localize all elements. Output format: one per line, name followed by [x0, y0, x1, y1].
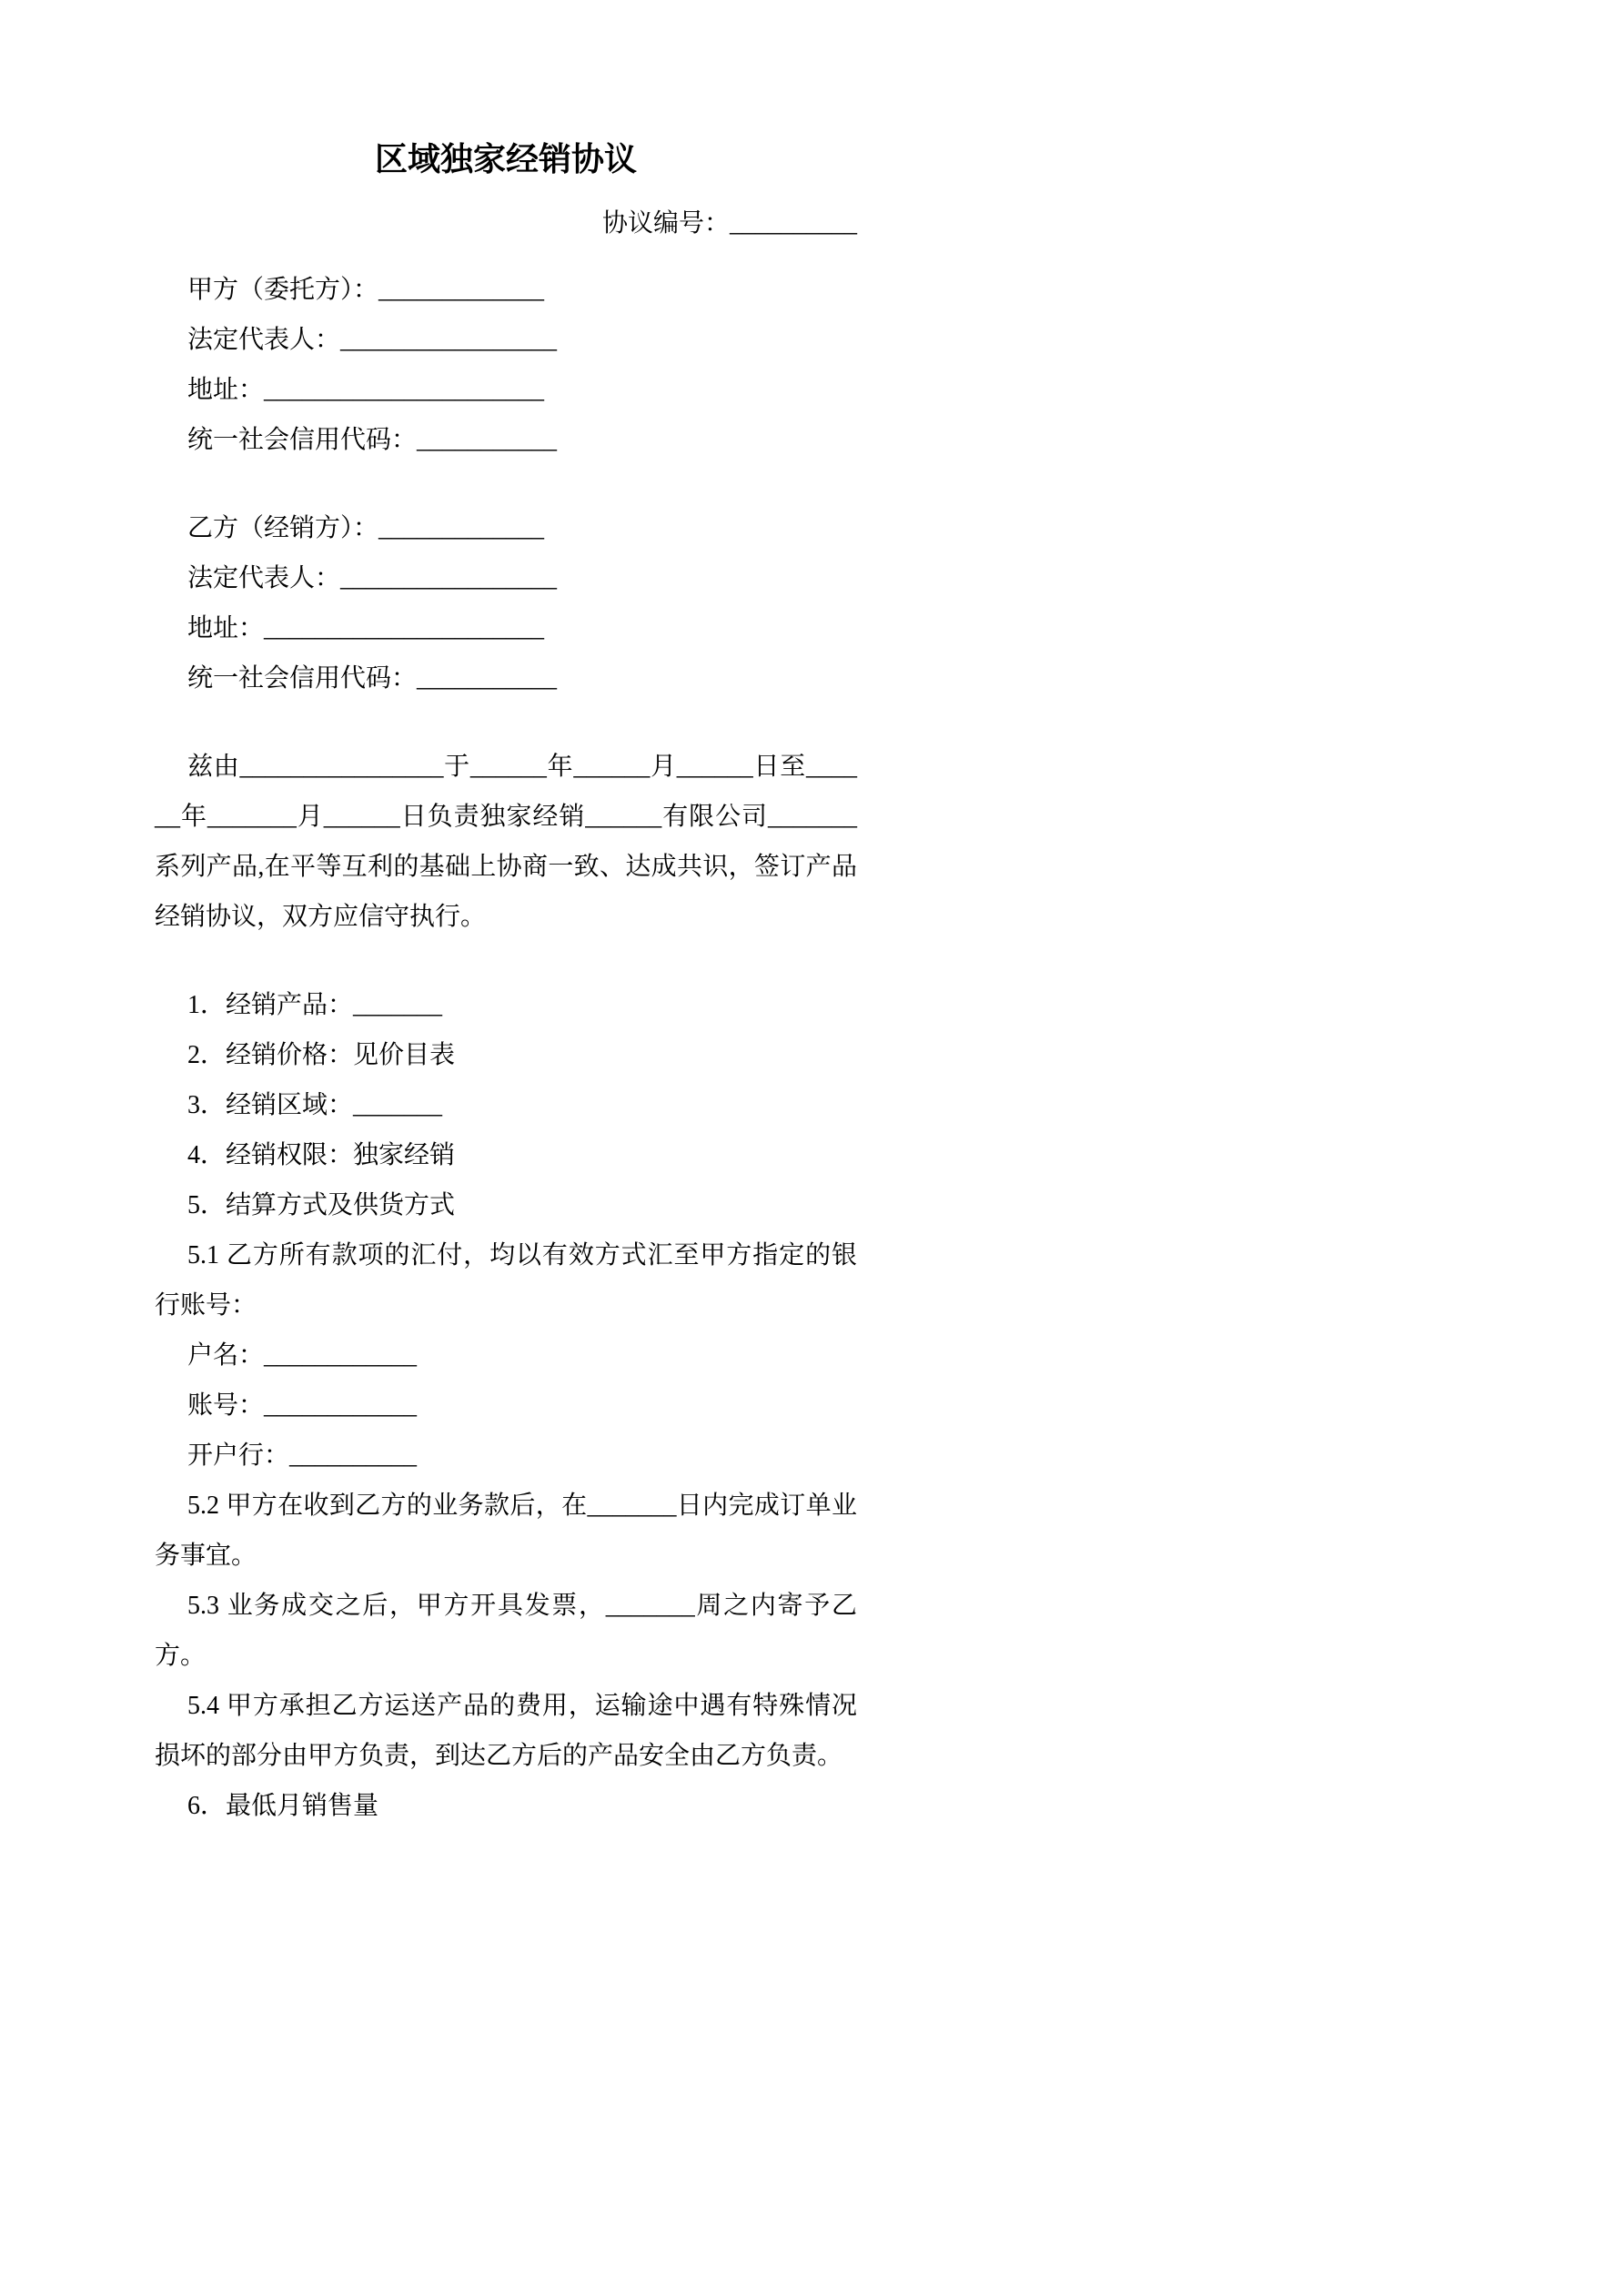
party-b-credit-code-line: 统一社会信用代码：___________ — [187, 664, 558, 693]
agreement-number-line: 协议编号：__________ — [601, 209, 857, 238]
account-name-line: 户名：____________ — [187, 1341, 418, 1370]
party-a-address-line: 地址：______________________ — [187, 376, 545, 404]
account-number-line: 账号：____________ — [187, 1391, 418, 1420]
clause-5-2-line: 5.2 甲方在收到乙方的业务款后，在_______日内完成订单业务事宜。 — [155, 1492, 857, 1570]
party-b-legal-rep-line: 法定代表人：_________________ — [187, 564, 558, 592]
clause-5-3-line: 5.3 业务成交之后，甲方开具发票，_______周之内寄予乙方。 — [155, 1592, 857, 1670]
item-distribution-region-line: 3．经销区域：_______ — [187, 1091, 443, 1119]
party-a-credit-code-line: 统一社会信用代码：___________ — [187, 426, 558, 454]
party-b-address-line: 地址：______________________ — [187, 614, 545, 642]
document-content — [155, 137, 857, 1831]
party-b-name-line: 乙方（经销方）：_____________ — [187, 514, 545, 542]
clause-5-1-line: 5.1 乙方所有款项的汇付，均以有效方式汇至甲方指定的银行账号： — [155, 1241, 857, 1320]
item-settlement-supply-line: 5．结算方式及供货方式 — [187, 1191, 456, 1219]
party-a-legal-rep-line: 法定代表人：_________________ — [187, 326, 558, 354]
item-distribution-product-line: 1．经销产品：_______ — [187, 991, 443, 1019]
preamble-paragraph: 兹由________________于______年______月______日至______年_______月______日负责独家经销______有限公司_______系列产品,在平等互利的基础上协商一致、达成共识，签订产品经销协议，双方应信守执行。 — [155, 753, 857, 931]
bank-branch-line: 开户行：__________ — [187, 1441, 418, 1470]
clause-5-4-paragraph: 5.4 甲方承担乙方运送产品的费用，运输途中遇有特殊情况损坏的部分由甲方负责，到达乙方后的产品安全由乙方负责。 — [155, 1692, 857, 1770]
party-a-name-line: 甲方（委托方）：_____________ — [187, 276, 545, 304]
item-distribution-rights-line: 4．经销权限：独家经销 — [187, 1141, 456, 1169]
document-title: 区域独家经销协议 — [374, 140, 637, 177]
item-distribution-price-line: 2．经销价格：见价目表 — [187, 1041, 456, 1069]
clause-6-line: 6．最低月销售量 — [187, 1792, 379, 1820]
